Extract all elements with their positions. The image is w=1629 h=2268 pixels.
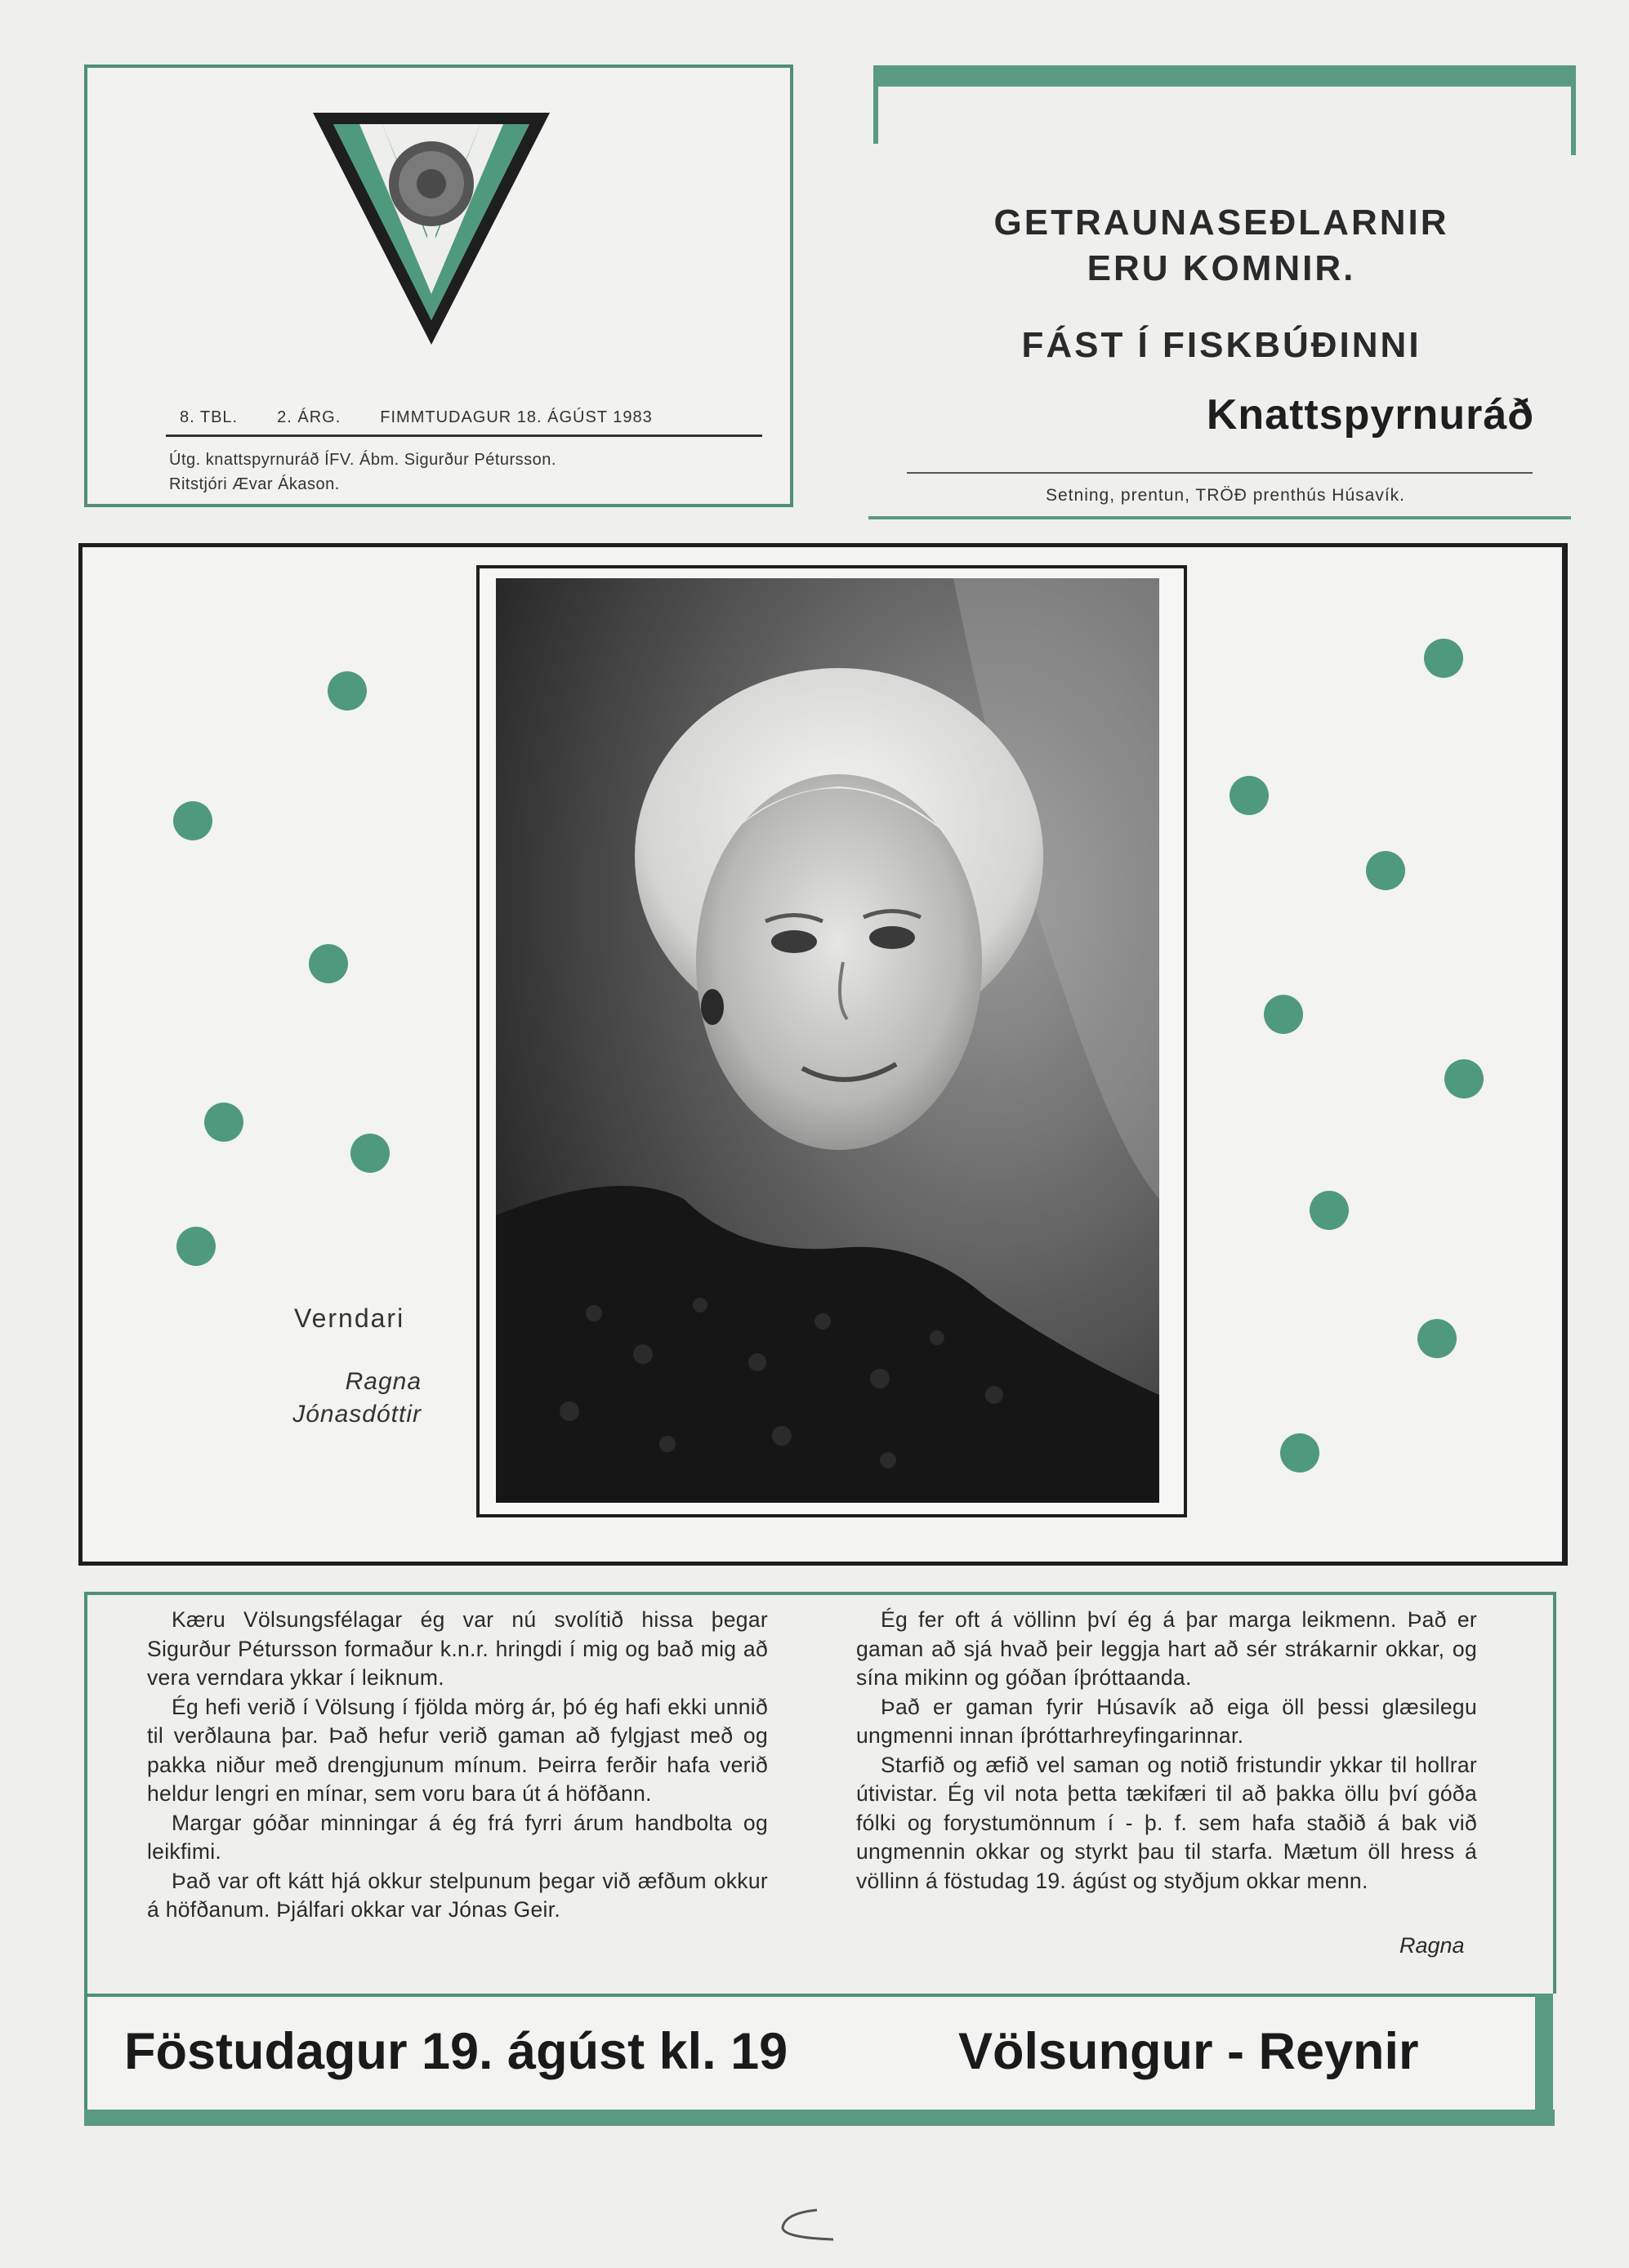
decorative-dot (1264, 995, 1303, 1034)
decorative-dot (1417, 1319, 1457, 1358)
announcement-bracket-left (873, 65, 878, 144)
match-banner-shadow-bottom (84, 2110, 1555, 2126)
decorative-dot (309, 944, 348, 983)
decorative-dot (1366, 851, 1405, 890)
caption-last-name: Jónasdóttir (292, 1401, 422, 1428)
issue-date: FIMMTUDAGUR 18. ÁGÚST 1983 (380, 408, 653, 426)
pencil-mark (768, 2205, 850, 2246)
announcement-line-2: ERU KOMNIR. (1087, 248, 1356, 288)
caption-title: Verndari (294, 1303, 405, 1333)
article-column-2 (856, 1606, 1477, 1896)
portrait-photo (496, 578, 1159, 1503)
caption-name (253, 1366, 422, 1431)
printer-rule (907, 472, 1533, 474)
publisher-line: Útg. knattspyrnuráð ÍFV. Ábm. Sigurður Pétursson. (169, 451, 556, 469)
publisher-info (169, 448, 556, 497)
match-teams: Völsungur - Reynir (958, 2023, 1419, 2080)
decorative-dot (1280, 1433, 1319, 1473)
portrait-image (496, 578, 1159, 1503)
article-paragraph: Það er gaman fyrir Húsavík að eiga öll þessi glæsilegu ungmenni innan íþróttarhreyfingarinnar. (856, 1694, 1477, 1748)
decorative-dot (176, 1227, 216, 1266)
article-paragraph: Ég hefi verið í Völsung í fjölda mörg ár, þó ég hafi ekki unnið til verðlauna þar. Það hefur verið gaman að fylgjast með og pakka niður með drengjunum mínum. Þeirra ferðir hafa verið heldur lengri en mínar, sem voru bara út á höfðann. (147, 1694, 768, 1806)
announcement-line-1: GETRAUNASEÐLARNIR (993, 203, 1449, 243)
decorative-dot (328, 671, 367, 711)
article-paragraph: Ég fer oft á völlinn því ég á þar marga leikmenn. Það er gaman að sjá hvað þeir leggja hart að sér strákarnir okkar, og sína mikinn og góðan íþróttaanda. (856, 1607, 1477, 1690)
announcement-bracket-right (1571, 65, 1576, 155)
article-paragraph: Kæru Völsungsfélagar ég var nú svolítið hissa þegar Sigurður Pétursson formaður k.n.r. hringdi í mig og bað mig að vera verndara ykkar í leiknum. (147, 1607, 768, 1690)
decorative-dot (1444, 1059, 1484, 1098)
printer-credit: Setning, prentun, TRÖÐ prenthús Húsavík. (1046, 486, 1405, 505)
announcement-location: FÁST Í FISKBÚÐINNI (1021, 325, 1421, 365)
announcement-headline (882, 200, 1560, 292)
article-column-1 (147, 1606, 768, 1925)
decorative-dot (350, 1134, 390, 1173)
caption-first-name: Ragna (345, 1368, 422, 1395)
issue-rule (166, 434, 762, 437)
volume-year: 2. ÁRG. (277, 408, 341, 426)
masthead-bottom-rule (868, 516, 1571, 519)
article-paragraph: Starfið og æfið vel saman og notið fristundir ykkar til hollrar útivistar. Ég vil nota þetta tækifæri til að þakka öllu því góða fólki og forystumönnum í - þ. f. sem hafa staðið á bak við ungmennin okkar og styrkt þau til starfa. Mætum öll hress á völlinn á föstudag 19. ágúst og styðjum okkar menn. (856, 1752, 1477, 1893)
issue-number: 8. TBL. (180, 408, 239, 426)
decorative-dot (1310, 1191, 1349, 1230)
article-paragraph: Það var oft kátt hjá okkur stelpunum þegar við æfðum okkur á höfðanum. Þjálfari okkar var Jónas Geir. (147, 1868, 768, 1922)
decorative-dot (204, 1103, 243, 1142)
announcement-top-bar (873, 65, 1576, 87)
article-signoff: Ragna (1399, 1933, 1465, 1958)
issue-line (180, 408, 768, 427)
article-paragraph: Margar góðar minningar á ég frá fyrri árum handbolta og leikfimi. (147, 1810, 768, 1864)
decorative-dot (1230, 776, 1269, 815)
announcement-signature: Knattspyrnuráð (1206, 391, 1534, 439)
match-banner-shadow-right (1535, 1994, 1553, 2126)
decorative-dot (173, 801, 212, 840)
match-datetime: Föstudagur 19. ágúst kl. 19 (124, 2023, 788, 2080)
editor-line: Ritstjóri Ævar Ákason. (169, 475, 340, 493)
decorative-dot (1424, 639, 1463, 678)
club-logo (309, 106, 554, 351)
